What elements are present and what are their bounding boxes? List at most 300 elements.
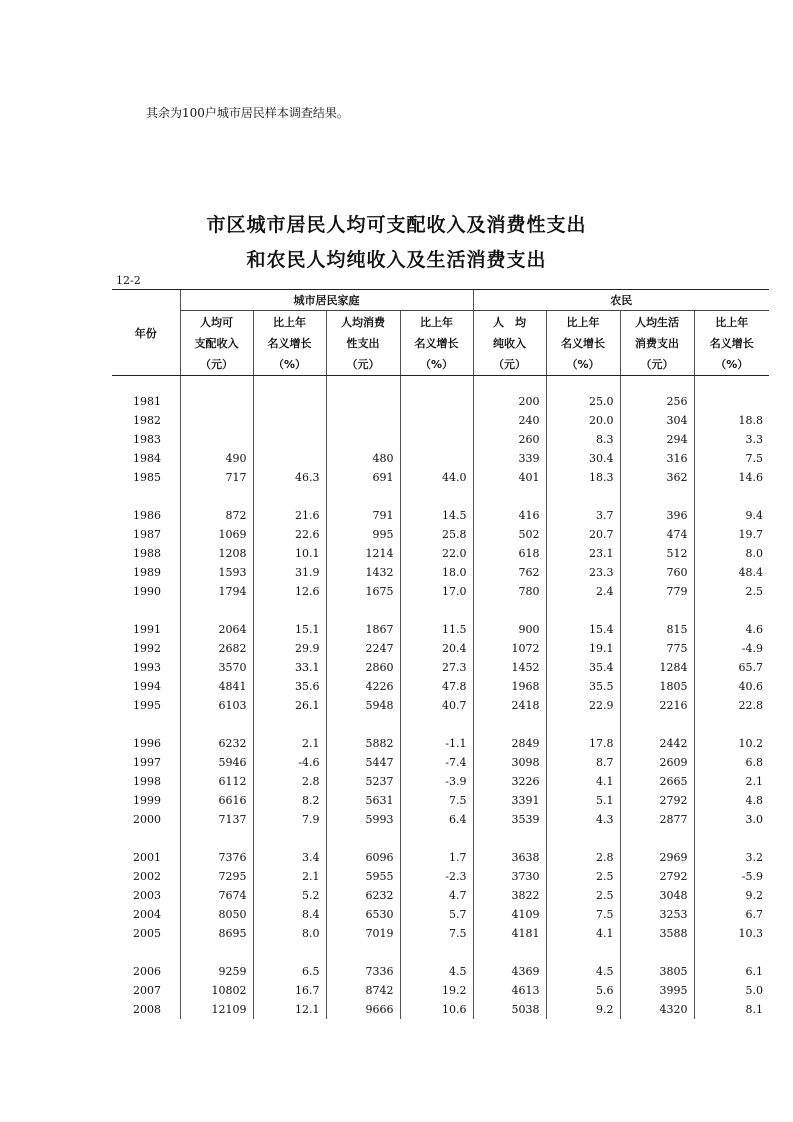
spacer-cell bbox=[326, 829, 400, 848]
table-row bbox=[112, 582, 769, 601]
value-cell: 4.6 bbox=[694, 620, 769, 639]
value-cell: 3253 bbox=[620, 905, 694, 924]
spacer-cell bbox=[326, 376, 400, 393]
column-header bbox=[253, 311, 326, 376]
value-cell: 29.9 bbox=[253, 639, 326, 658]
spacer-cell bbox=[694, 601, 769, 620]
spacer-cell bbox=[180, 376, 253, 393]
value-cell: 7137 bbox=[180, 810, 253, 829]
table-row bbox=[112, 506, 769, 525]
value-cell: 15.1 bbox=[253, 620, 326, 639]
value-cell: 6.7 bbox=[694, 905, 769, 924]
column-header-line: 名义增长 bbox=[709, 336, 754, 350]
table-row bbox=[112, 658, 769, 677]
value-cell: 8050 bbox=[180, 905, 253, 924]
value-cell: 8.0 bbox=[253, 924, 326, 943]
value-cell: 5038 bbox=[473, 1000, 546, 1019]
value-cell: 17.8 bbox=[546, 734, 620, 753]
value-cell: 12.1 bbox=[253, 1000, 326, 1019]
spacer-cell bbox=[694, 487, 769, 506]
value-cell: 2682 bbox=[180, 639, 253, 658]
table-row bbox=[112, 639, 769, 658]
value-cell: -7.4 bbox=[400, 753, 473, 772]
value-cell bbox=[400, 411, 473, 430]
column-header bbox=[620, 311, 694, 376]
spacer-cell bbox=[546, 829, 620, 848]
value-cell bbox=[180, 411, 253, 430]
column-header-line: 人均生活 bbox=[635, 315, 679, 329]
footnote-text: 其余为100户城市居民样本调查结果。 bbox=[146, 106, 349, 120]
spacer-cell bbox=[620, 829, 694, 848]
table-row bbox=[112, 962, 769, 981]
table-row bbox=[112, 772, 769, 791]
spacer-cell bbox=[546, 601, 620, 620]
year-cell: 1988 bbox=[133, 547, 161, 560]
value-cell: 20.4 bbox=[400, 639, 473, 658]
value-cell: 9.4 bbox=[694, 506, 769, 525]
year-cell: 1997 bbox=[133, 756, 161, 769]
value-cell: 362 bbox=[620, 468, 694, 487]
value-cell: 26.1 bbox=[253, 696, 326, 715]
value-cell: 260 bbox=[473, 430, 546, 449]
value-cell: 16.7 bbox=[253, 981, 326, 1000]
value-cell: 2.5 bbox=[546, 886, 620, 905]
spacer-cell bbox=[400, 829, 473, 848]
column-header-line: （%） bbox=[419, 357, 454, 371]
value-cell: 8.0 bbox=[694, 544, 769, 563]
value-cell: 12109 bbox=[180, 1000, 253, 1019]
spacer-row bbox=[112, 601, 769, 620]
value-cell: 6.4 bbox=[400, 810, 473, 829]
spacer-cell bbox=[326, 715, 400, 734]
value-cell: 5.0 bbox=[694, 981, 769, 1000]
spacer-cell bbox=[180, 715, 253, 734]
value-cell: 5447 bbox=[326, 753, 400, 772]
value-cell bbox=[253, 430, 326, 449]
value-cell: 7.5 bbox=[400, 791, 473, 810]
value-cell: 4.5 bbox=[546, 962, 620, 981]
value-cell: 22.9 bbox=[546, 696, 620, 715]
table-header bbox=[112, 290, 769, 376]
table-row bbox=[112, 791, 769, 810]
spacer-cell bbox=[694, 715, 769, 734]
spacer-cell bbox=[620, 601, 694, 620]
value-cell: 7295 bbox=[180, 867, 253, 886]
value-cell: 4320 bbox=[620, 1000, 694, 1019]
value-cell: 316 bbox=[620, 449, 694, 468]
value-cell: 18.3 bbox=[546, 468, 620, 487]
value-cell: 2247 bbox=[326, 639, 400, 658]
spacer-cell bbox=[694, 829, 769, 848]
value-cell: 1794 bbox=[180, 582, 253, 601]
value-cell: 1208 bbox=[180, 544, 253, 563]
value-cell: 35.4 bbox=[546, 658, 620, 677]
value-cell: 7.5 bbox=[546, 905, 620, 924]
year-cell: 1994 bbox=[133, 680, 161, 693]
value-cell: 7376 bbox=[180, 848, 253, 867]
value-cell: 2064 bbox=[180, 620, 253, 639]
value-cell: 1593 bbox=[180, 563, 253, 582]
value-cell: 2.1 bbox=[694, 772, 769, 791]
value-cell: 47.8 bbox=[400, 677, 473, 696]
value-cell: 5.6 bbox=[546, 981, 620, 1000]
value-cell bbox=[326, 430, 400, 449]
table-title-line1: 市区城市居民人均可支配收入及消费性支出 bbox=[206, 214, 587, 236]
value-cell: 46.3 bbox=[253, 468, 326, 487]
value-cell: 4.8 bbox=[694, 791, 769, 810]
value-cell: 7.9 bbox=[253, 810, 326, 829]
value-cell: 3.7 bbox=[546, 506, 620, 525]
value-cell: 10.2 bbox=[694, 734, 769, 753]
value-cell: 2.8 bbox=[253, 772, 326, 791]
value-cell: 8.2 bbox=[253, 791, 326, 810]
table-row bbox=[112, 886, 769, 905]
column-header-line: （元） bbox=[493, 357, 526, 371]
value-cell: 22.8 bbox=[694, 696, 769, 715]
table-row bbox=[112, 677, 769, 696]
table-row bbox=[112, 696, 769, 715]
spacer-cell bbox=[400, 715, 473, 734]
value-cell: 19.7 bbox=[694, 525, 769, 544]
value-cell: -1.1 bbox=[400, 734, 473, 753]
spacer-cell bbox=[694, 376, 769, 393]
value-cell: 6.5 bbox=[253, 962, 326, 981]
value-cell: 2.1 bbox=[253, 734, 326, 753]
spacer-cell bbox=[253, 487, 326, 506]
value-cell: 4181 bbox=[473, 924, 546, 943]
value-cell: 200 bbox=[473, 392, 546, 411]
value-cell: 618 bbox=[473, 544, 546, 563]
spacer-cell bbox=[400, 376, 473, 393]
year-cell: 2008 bbox=[133, 1003, 161, 1016]
income-expenditure-table bbox=[112, 289, 769, 1019]
value-cell: 18.0 bbox=[400, 563, 473, 582]
year-cell: 1981 bbox=[133, 395, 161, 408]
value-cell: 4369 bbox=[473, 962, 546, 981]
value-cell bbox=[694, 392, 769, 411]
value-cell: 40.6 bbox=[694, 677, 769, 696]
year-cell: 1990 bbox=[133, 585, 161, 598]
value-cell: 17.0 bbox=[400, 582, 473, 601]
value-cell: 19.2 bbox=[400, 981, 473, 1000]
value-cell: 240 bbox=[473, 411, 546, 430]
value-cell: 23.1 bbox=[546, 544, 620, 563]
value-cell: 14.6 bbox=[694, 468, 769, 487]
spacer-cell bbox=[400, 487, 473, 506]
table-row bbox=[112, 392, 769, 411]
table-row bbox=[112, 620, 769, 639]
column-header-line: 纯收入 bbox=[493, 336, 526, 350]
value-cell: 3391 bbox=[473, 791, 546, 810]
value-cell: 22.6 bbox=[253, 525, 326, 544]
column-header-line: 名义增长 bbox=[561, 336, 605, 350]
value-cell: 5993 bbox=[326, 810, 400, 829]
value-cell: 6530 bbox=[326, 905, 400, 924]
value-cell: 30.4 bbox=[546, 449, 620, 468]
value-cell: 401 bbox=[473, 468, 546, 487]
value-cell: 304 bbox=[620, 411, 694, 430]
value-cell: 3995 bbox=[620, 981, 694, 1000]
value-cell: 5631 bbox=[326, 791, 400, 810]
year-cell: 2007 bbox=[133, 984, 161, 997]
column-header-line: 比上年 bbox=[420, 315, 453, 329]
spacer-cell bbox=[620, 715, 694, 734]
value-cell: 3730 bbox=[473, 867, 546, 886]
value-cell: 4841 bbox=[180, 677, 253, 696]
spacer-cell bbox=[400, 601, 473, 620]
value-cell: 5946 bbox=[180, 753, 253, 772]
value-cell: 256 bbox=[620, 392, 694, 411]
spacer-row bbox=[112, 376, 769, 393]
value-cell: 10.3 bbox=[694, 924, 769, 943]
column-header-line: （%） bbox=[272, 357, 307, 371]
column-header bbox=[473, 311, 546, 376]
spacer-cell bbox=[546, 376, 620, 393]
value-cell: -4.6 bbox=[253, 753, 326, 772]
value-cell bbox=[180, 430, 253, 449]
year-cell: 1985 bbox=[133, 471, 161, 484]
column-header-line: 人均可 bbox=[200, 315, 233, 329]
column-header-line: （元） bbox=[640, 357, 674, 371]
value-cell: 1968 bbox=[473, 677, 546, 696]
value-cell bbox=[400, 430, 473, 449]
value-cell: 900 bbox=[473, 620, 546, 639]
value-cell: 6616 bbox=[180, 791, 253, 810]
value-cell: 490 bbox=[180, 449, 253, 468]
value-cell: 8.7 bbox=[546, 753, 620, 772]
column-header bbox=[546, 311, 620, 376]
year-cell: 2005 bbox=[133, 927, 161, 940]
value-cell: 5882 bbox=[326, 734, 400, 753]
value-cell: 7336 bbox=[326, 962, 400, 981]
value-cell: 2.8 bbox=[546, 848, 620, 867]
year-cell: 1989 bbox=[133, 566, 161, 579]
spacer-cell bbox=[326, 943, 400, 962]
value-cell: 4.1 bbox=[546, 772, 620, 791]
value-cell: 1069 bbox=[180, 525, 253, 544]
spacer-row bbox=[112, 715, 769, 734]
spacer-cell bbox=[112, 829, 180, 848]
value-cell: 27.3 bbox=[400, 658, 473, 677]
table-row bbox=[112, 544, 769, 563]
table-row bbox=[112, 924, 769, 943]
column-header-line: 消费支出 bbox=[635, 336, 679, 350]
value-cell: 5955 bbox=[326, 867, 400, 886]
spacer-cell bbox=[473, 601, 546, 620]
spacer-cell bbox=[620, 376, 694, 393]
spacer-cell bbox=[253, 376, 326, 393]
year-cell: 1984 bbox=[133, 452, 161, 465]
value-cell: 33.1 bbox=[253, 658, 326, 677]
value-cell: 7.5 bbox=[694, 449, 769, 468]
year-cell: 1993 bbox=[133, 661, 161, 674]
value-cell: 872 bbox=[180, 506, 253, 525]
value-cell: 717 bbox=[180, 468, 253, 487]
year-cell: 2000 bbox=[133, 813, 161, 826]
value-cell bbox=[400, 449, 473, 468]
value-cell bbox=[253, 411, 326, 430]
column-header-line: 比上年 bbox=[715, 315, 749, 329]
value-cell: 502 bbox=[473, 525, 546, 544]
value-cell bbox=[326, 411, 400, 430]
table-row bbox=[112, 867, 769, 886]
spacer-row bbox=[112, 829, 769, 848]
column-header-line: （元） bbox=[346, 357, 380, 371]
table-row bbox=[112, 1000, 769, 1019]
value-cell: 2.4 bbox=[546, 582, 620, 601]
value-cell: 6.8 bbox=[694, 753, 769, 772]
value-cell: 2849 bbox=[473, 734, 546, 753]
value-cell bbox=[326, 392, 400, 411]
spacer-cell bbox=[400, 943, 473, 962]
value-cell: 10.1 bbox=[253, 544, 326, 563]
year-cell: 1991 bbox=[133, 623, 161, 636]
value-cell: 396 bbox=[620, 506, 694, 525]
table-row bbox=[112, 981, 769, 1000]
value-cell: 5.7 bbox=[400, 905, 473, 924]
value-cell: 7019 bbox=[326, 924, 400, 943]
year-cell: 2003 bbox=[133, 889, 161, 902]
year-cell: 1999 bbox=[133, 794, 161, 807]
value-cell: 6103 bbox=[180, 696, 253, 715]
value-cell bbox=[400, 392, 473, 411]
spacer-cell bbox=[546, 487, 620, 506]
value-cell: 9666 bbox=[326, 1000, 400, 1019]
value-cell: 416 bbox=[473, 506, 546, 525]
value-cell: 9259 bbox=[180, 962, 253, 981]
spacer-cell bbox=[694, 943, 769, 962]
spacer-cell bbox=[473, 715, 546, 734]
year-cell: 2001 bbox=[133, 851, 161, 864]
spacer-cell bbox=[473, 943, 546, 962]
value-cell: 19.1 bbox=[546, 639, 620, 658]
value-cell: 15.4 bbox=[546, 620, 620, 639]
column-header-line: 人 均 bbox=[493, 315, 526, 329]
column-header-line: 名义增长 bbox=[414, 336, 459, 350]
value-cell: 10802 bbox=[180, 981, 253, 1000]
column-header-line: 支配收入 bbox=[194, 336, 239, 350]
value-cell: 44.0 bbox=[400, 468, 473, 487]
value-cell: 2.5 bbox=[694, 582, 769, 601]
value-cell: 20.0 bbox=[546, 411, 620, 430]
table-row bbox=[112, 430, 769, 449]
value-cell: 1867 bbox=[326, 620, 400, 639]
value-cell: 3.2 bbox=[694, 848, 769, 867]
value-cell: 762 bbox=[473, 563, 546, 582]
value-cell: 1214 bbox=[326, 544, 400, 563]
year-cell: 1982 bbox=[133, 414, 161, 427]
spacer-cell bbox=[620, 487, 694, 506]
column-header-line: 性支出 bbox=[346, 336, 380, 350]
value-cell: 4.3 bbox=[546, 810, 620, 829]
value-cell: 3539 bbox=[473, 810, 546, 829]
year-cell: 2004 bbox=[133, 908, 161, 921]
urban-group-header: 城市居民家庭 bbox=[180, 290, 473, 311]
column-header bbox=[400, 311, 473, 376]
value-cell: 2792 bbox=[620, 791, 694, 810]
year-cell: 1998 bbox=[133, 775, 161, 788]
value-cell: 3226 bbox=[473, 772, 546, 791]
value-cell: 18.8 bbox=[694, 411, 769, 430]
value-cell: 3805 bbox=[620, 962, 694, 981]
value-cell: 512 bbox=[620, 544, 694, 563]
value-cell: 31.9 bbox=[253, 563, 326, 582]
value-cell: 815 bbox=[620, 620, 694, 639]
value-cell: 2877 bbox=[620, 810, 694, 829]
value-cell: 760 bbox=[620, 563, 694, 582]
table-title-line2: 和农民人均纯收入及生活消费支出 bbox=[246, 249, 547, 271]
year-header: 年份 bbox=[112, 290, 180, 376]
value-cell: 5237 bbox=[326, 772, 400, 791]
spacer-row bbox=[112, 943, 769, 962]
value-cell: 35.6 bbox=[253, 677, 326, 696]
value-cell: 4.5 bbox=[400, 962, 473, 981]
value-cell: 1.7 bbox=[400, 848, 473, 867]
spacer-cell bbox=[546, 715, 620, 734]
value-cell: 4.1 bbox=[546, 924, 620, 943]
value-cell: 4226 bbox=[326, 677, 400, 696]
value-cell: 3588 bbox=[620, 924, 694, 943]
value-cell: 474 bbox=[620, 525, 694, 544]
value-cell: 2665 bbox=[620, 772, 694, 791]
column-header-line: 名义增长 bbox=[267, 336, 312, 350]
year-cell: 1986 bbox=[133, 509, 161, 522]
value-cell: 25.0 bbox=[546, 392, 620, 411]
value-cell: 775 bbox=[620, 639, 694, 658]
column-header-line: （%） bbox=[715, 357, 749, 371]
value-cell: 23.3 bbox=[546, 563, 620, 582]
spacer-cell bbox=[112, 715, 180, 734]
value-cell: 9.2 bbox=[694, 886, 769, 905]
value-cell: 339 bbox=[473, 449, 546, 468]
spacer-cell bbox=[253, 715, 326, 734]
column-header bbox=[694, 311, 769, 376]
value-cell: 5.1 bbox=[546, 791, 620, 810]
table-row bbox=[112, 810, 769, 829]
value-cell: 25.8 bbox=[400, 525, 473, 544]
table-row bbox=[112, 848, 769, 867]
value-cell bbox=[180, 392, 253, 411]
column-header bbox=[180, 311, 253, 376]
table-code: 12-2 bbox=[116, 274, 141, 287]
spacer-cell bbox=[253, 601, 326, 620]
spacer-row bbox=[112, 487, 769, 506]
year-cell: 1992 bbox=[133, 642, 161, 655]
spacer-cell bbox=[112, 943, 180, 962]
value-cell: 7.5 bbox=[400, 924, 473, 943]
value-cell: 12.6 bbox=[253, 582, 326, 601]
table-row bbox=[112, 905, 769, 924]
value-cell: 1675 bbox=[326, 582, 400, 601]
spacer-cell bbox=[112, 487, 180, 506]
column-header-line: 比上年 bbox=[273, 315, 306, 329]
value-cell: 21.6 bbox=[253, 506, 326, 525]
table-row bbox=[112, 753, 769, 772]
spacer-cell bbox=[326, 487, 400, 506]
column-header bbox=[326, 311, 400, 376]
value-cell bbox=[253, 392, 326, 411]
value-cell: 1805 bbox=[620, 677, 694, 696]
table-row bbox=[112, 411, 769, 430]
value-cell: 14.5 bbox=[400, 506, 473, 525]
spacer-cell bbox=[620, 943, 694, 962]
value-cell: 8695 bbox=[180, 924, 253, 943]
spacer-cell bbox=[253, 829, 326, 848]
spacer-cell bbox=[326, 601, 400, 620]
value-cell: 3.0 bbox=[694, 810, 769, 829]
value-cell: 35.5 bbox=[546, 677, 620, 696]
value-cell: 2216 bbox=[620, 696, 694, 715]
